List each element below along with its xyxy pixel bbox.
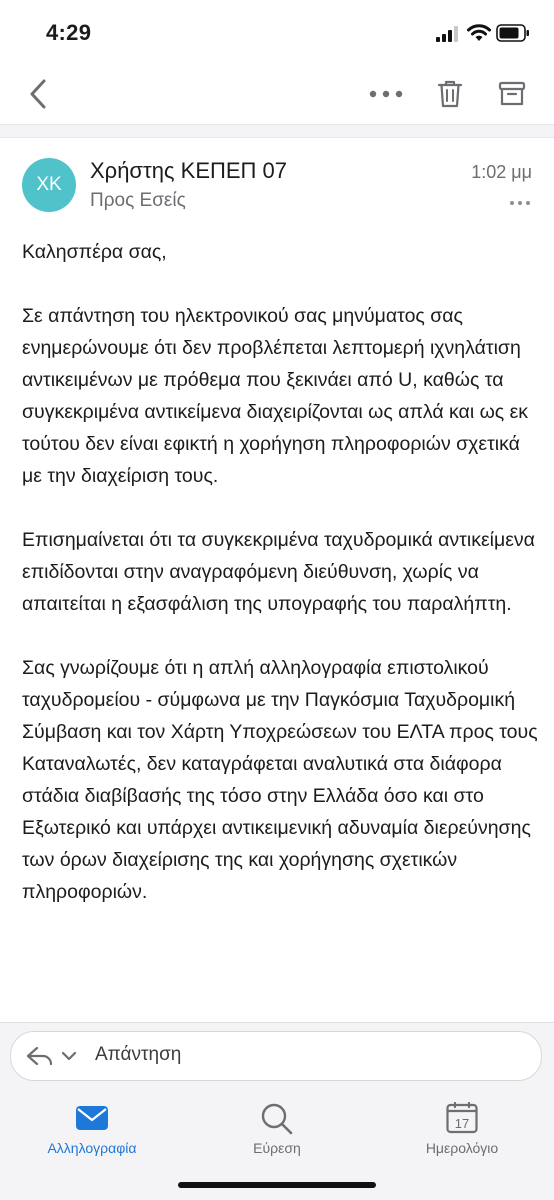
home-indicator <box>178 1182 376 1188</box>
recipient-line: Προς Εσείς <box>90 190 186 211</box>
archive-button[interactable] <box>492 74 532 114</box>
message-time: 1:02 μμ <box>471 162 532 182</box>
more-options-button[interactable] <box>364 78 408 110</box>
tab-search[interactable] <box>197 1096 357 1166</box>
message-more-icon[interactable] <box>506 194 534 212</box>
calendar-icon <box>446 1102 478 1134</box>
reply-field[interactable] <box>10 1031 542 1081</box>
tab-mail-label: Αλληλογραφία <box>47 1140 137 1156</box>
chevron-left-icon <box>28 78 48 110</box>
wifi-icon <box>466 23 492 43</box>
delete-button[interactable] <box>430 74 470 114</box>
mail-icon <box>76 1106 108 1132</box>
header-divider <box>0 124 554 138</box>
battery-icon <box>496 24 530 42</box>
cellular-signal-icon <box>436 26 458 42</box>
message-body <box>22 236 542 908</box>
tab-search-label: Εύρεση <box>253 1140 301 1156</box>
back-button[interactable] <box>20 74 56 114</box>
search-icon <box>260 1102 294 1136</box>
message-paragraph: Σε απάντηση του ηλεκτρονικού σας μηνύματος σας ενημερώνουμε ότι δεν προβλέπεται λεπτομερή ιχνηλάτιση αντικειμένων με πρόθεμα που ξεκινάει από U, καθώς τα συγκεκριμένα αντικείμενα διαχειρίζονται ως απλά και ως εκ τούτου δεν είναι εφικτή η χορήγηση πληροφοριών σχετικά με την διαχείριση τους. <box>22 305 529 487</box>
archive-icon <box>498 80 526 108</box>
message-paragraph: Σας γνωρίζουμε ότι η απλή αλληλογραφία επιστολικού ταχυδρομείου - σύμφωνα με την Παγκόσμια Ταχυδρομική Σύμβαση και τον Χάρτη Υποχρεώσεων του ΕΛΤΑ προς τους Καταναλωτές, δεν καταγράφεται αναλυτικά στα διάφορα στάδια διαβίβασής της τόσο στην Ελλάδα όσο και στο Εξωτερικό και υπάρχει αντικειμενική αδυναμία διερεύνησης των όρων διαχείρισης της και χορήγησης σχετικών πληροφοριών. <box>22 657 538 903</box>
tab-calendar[interactable] <box>382 1096 542 1166</box>
message-paragraph: Επισημαίνεται ότι τα συγκεκριμένα ταχυδρομικά αντικείμενα επιδίδονται στην αναγραφόμενη διεύθυνση, χωρίς να απαιτείται η εξασφάλιση της υπογραφής του παραλήπτη. <box>22 529 535 615</box>
reply-options-icon[interactable] <box>25 1045 83 1067</box>
message-greeting: Καλησπέρα σας, <box>22 241 167 263</box>
status-time: 4:29 <box>46 20 92 45</box>
tab-calendar-label: Ημερολόγιο <box>425 1140 499 1156</box>
sender-avatar[interactable]: ΧΚ <box>22 158 76 212</box>
sender-name[interactable]: Χρήστης ΚΕΠΕΠ 07 <box>90 158 288 183</box>
reply-label: Απάντηση <box>95 1044 182 1065</box>
tab-mail[interactable] <box>12 1096 172 1166</box>
reply-bar <box>0 1022 554 1091</box>
status-bar <box>0 0 554 64</box>
message-toolbar <box>0 64 554 124</box>
trash-icon <box>437 79 463 109</box>
more-horizontal-icon <box>369 90 403 98</box>
calendar-day: 17 <box>454 1116 470 1131</box>
